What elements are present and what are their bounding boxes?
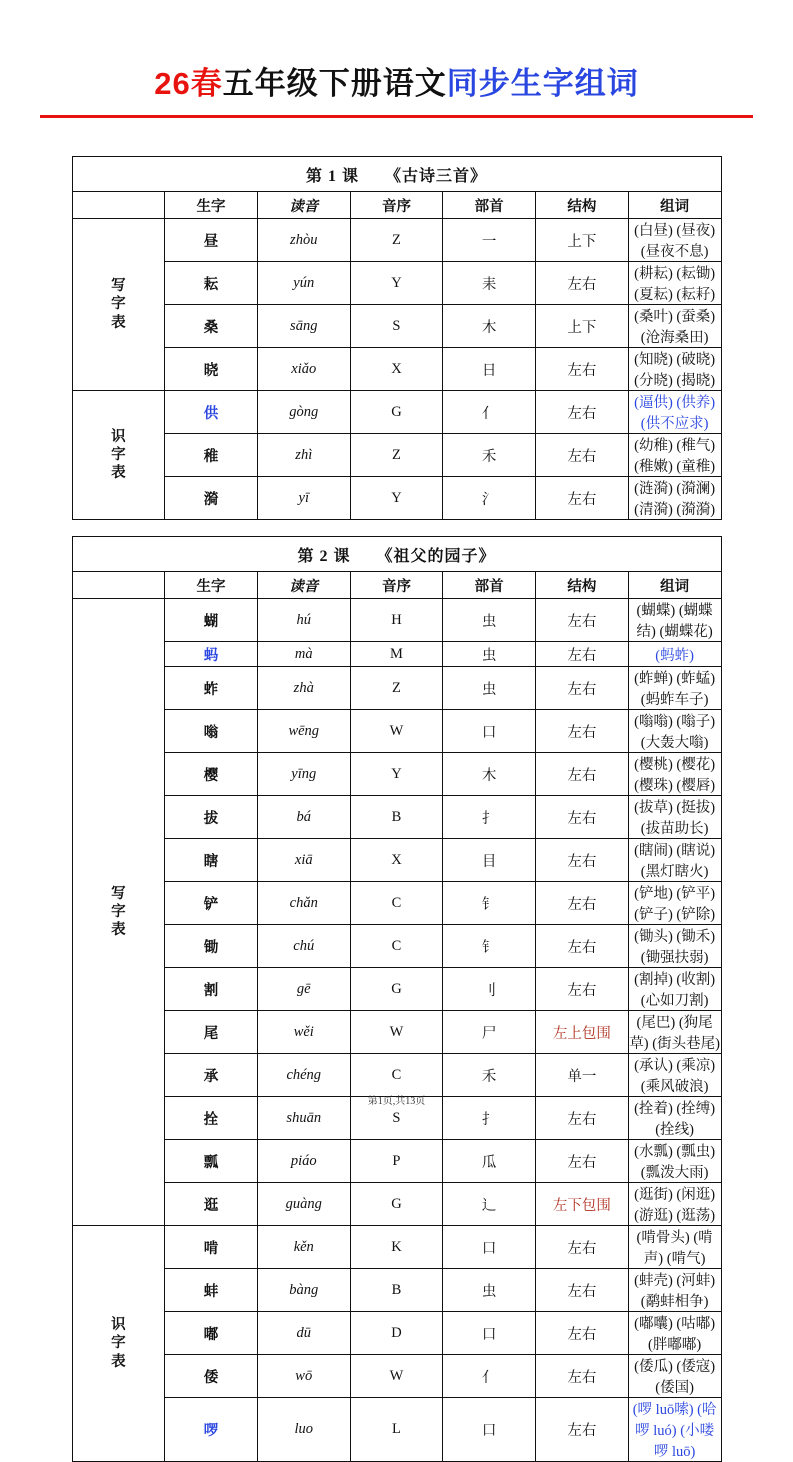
table-row (72, 262, 721, 305)
cell-words: (瞎闹) (瞎说) (黑灯瞎火) (628, 839, 721, 882)
cell-pinyin: bá (257, 796, 350, 839)
cell-pinyin: yún (257, 262, 350, 305)
table-row (72, 599, 721, 642)
cell-structure: 左右 (536, 348, 629, 391)
col-header-zu: 组词 (628, 192, 721, 219)
cell-structure: 左右 (536, 839, 629, 882)
col-header-xu: 音序 (350, 572, 443, 599)
cell-radical: 木 (443, 305, 536, 348)
cell-character: 瓢 (165, 1140, 258, 1183)
cell-pinyin: mà (257, 642, 350, 667)
page-footer: 第1页,共13页 (367, 1096, 426, 1107)
cell-initial: L (350, 1398, 443, 1462)
col-header-bu: 部首 (443, 192, 536, 219)
cell-words: (水瓢) (瓢虫) (瓢泼大雨) (628, 1140, 721, 1183)
side-label-xiezi: 写 字 表 (72, 599, 165, 1226)
cell-character: 嗡 (165, 710, 258, 753)
cell-pinyin: xiā (257, 839, 350, 882)
cell-initial: C (350, 925, 443, 968)
lesson-table (72, 156, 722, 520)
cell-structure: 左右 (536, 642, 629, 667)
cell-words: (锄头) (锄禾) (锄强扶弱) (628, 925, 721, 968)
cell-words: (嘟囔) (咕嘟) (胖嘟嘟) (628, 1312, 721, 1355)
side-label-spacer (72, 572, 165, 599)
cell-radical: 日 (443, 348, 536, 391)
cell-initial: S (350, 305, 443, 348)
cell-structure: 左右 (536, 1398, 629, 1462)
cell-radical: 氵 (443, 477, 536, 520)
cell-radical: 钅 (443, 882, 536, 925)
cell-words: (承认) (乘凉) (乘风破浪) (628, 1054, 721, 1097)
cell-structure: 左右 (536, 1097, 629, 1140)
cell-radical: 口 (443, 710, 536, 753)
table-row (72, 1183, 721, 1226)
cell-character: 铲 (165, 882, 258, 925)
cell-structure: 左右 (536, 882, 629, 925)
cell-words: (桑叶) (蚕桑) (沧海桑田) (628, 305, 721, 348)
cell-initial: X (350, 348, 443, 391)
cell-initial: C (350, 882, 443, 925)
cell-words: (啃骨头) (啃声) (啃气) (628, 1226, 721, 1269)
cell-initial: P (350, 1140, 443, 1183)
table-row (72, 1398, 721, 1462)
cell-character: 嘟 (165, 1312, 258, 1355)
cell-pinyin: gē (257, 968, 350, 1011)
cell-character: 晓 (165, 348, 258, 391)
table-row (72, 434, 721, 477)
table-row (72, 882, 721, 925)
cell-character: 樱 (165, 753, 258, 796)
cell-initial: G (350, 391, 443, 434)
cell-radical: 木 (443, 753, 536, 796)
cell-structure: 左右 (536, 1226, 629, 1269)
cell-pinyin: shuān (257, 1097, 350, 1140)
title-blue: 同步生字组词 (446, 66, 639, 101)
cell-pinyin: yī (257, 477, 350, 520)
cell-pinyin: hú (257, 599, 350, 642)
cell-initial: M (350, 642, 443, 667)
cell-pinyin: yīng (257, 753, 350, 796)
table-row (72, 1140, 721, 1183)
cell-initial: Y (350, 262, 443, 305)
cell-structure: 左右 (536, 1140, 629, 1183)
col-header-zu: 组词 (628, 572, 721, 599)
side-label-spacer (72, 192, 165, 219)
cell-initial: Y (350, 753, 443, 796)
cell-words: (蝴蝶) (蝴蝶结) (蝴蝶花) (628, 599, 721, 642)
cell-radical: 口 (443, 1226, 536, 1269)
cell-character: 耘 (165, 262, 258, 305)
table-row (72, 839, 721, 882)
cell-initial: B (350, 1269, 443, 1312)
cell-structure: 左右 (536, 434, 629, 477)
lesson-number: 第 2 课 (297, 547, 351, 565)
cell-radical: 一 (443, 219, 536, 262)
cell-words: (嗡嗡) (嗡子) (大轰大嗡) (628, 710, 721, 753)
table-row (72, 1312, 721, 1355)
cell-words: (蚌壳) (河蚌) (鹬蚌相争) (628, 1269, 721, 1312)
cell-structure: 上下 (536, 305, 629, 348)
table-row (72, 1226, 721, 1269)
cell-pinyin: dū (257, 1312, 350, 1355)
cell-character: 蚌 (165, 1269, 258, 1312)
table-row (72, 1355, 721, 1398)
cell-pinyin: chéng (257, 1054, 350, 1097)
cell-initial: Z (350, 219, 443, 262)
cell-pinyin: chú (257, 925, 350, 968)
table-row (72, 796, 721, 839)
cell-initial: S (350, 1097, 443, 1140)
cell-radical: 耒 (443, 262, 536, 305)
cell-character: 承 (165, 1054, 258, 1097)
cell-words: (逛街) (闲逛) (游逛) (逛荡) (628, 1183, 721, 1226)
cell-words: (割掉) (收割) (心如刀割) (628, 968, 721, 1011)
cell-initial: W (350, 1355, 443, 1398)
table-row (72, 1011, 721, 1054)
cell-character: 瞎 (165, 839, 258, 882)
cell-character: 蚂 (165, 642, 258, 667)
col-header-bu: 部首 (443, 572, 536, 599)
cell-pinyin: zhì (257, 434, 350, 477)
cell-character: 啃 (165, 1226, 258, 1269)
cell-pinyin: xiǎo (257, 348, 350, 391)
cell-words: (涟漪) (漪澜) (清漪) (漪漪) (628, 477, 721, 520)
cell-radical: 扌 (443, 796, 536, 839)
cell-radical: 虫 (443, 642, 536, 667)
lesson-name: 《祖父的园子》 (376, 547, 496, 565)
cell-pinyin: luo (257, 1398, 350, 1462)
col-header-zi: 生字 (165, 192, 258, 219)
cell-pinyin: wěi (257, 1011, 350, 1054)
table-row (72, 1054, 721, 1097)
cell-radical: 扌 (443, 1097, 536, 1140)
cell-radical: 亻 (443, 391, 536, 434)
cell-radical: 辶 (443, 1183, 536, 1226)
table-row (72, 305, 721, 348)
cell-words: (耕耘) (耘锄) (夏耘) (耘耔) (628, 262, 721, 305)
cell-radical: 虫 (443, 1269, 536, 1312)
lesson-name: 《古诗三首》 (385, 167, 488, 185)
col-header-zi: 生字 (165, 572, 258, 599)
side-label-shizi: 识 字 表 (72, 391, 165, 520)
cell-character: 蚱 (165, 667, 258, 710)
cell-character: 拴 (165, 1097, 258, 1140)
cell-words: (樱桃) (樱花) (樱珠) (樱唇) (628, 753, 721, 796)
cell-words: (尾巴) (狗尾草) (街头巷尾) (628, 1011, 721, 1054)
cell-pinyin: piáo (257, 1140, 350, 1183)
cell-radical: 虫 (443, 599, 536, 642)
table-row (72, 1269, 721, 1312)
cell-initial: D (350, 1312, 443, 1355)
cell-radical: 瓜 (443, 1140, 536, 1183)
cell-words: (逼供) (供养) (供不应求) (628, 391, 721, 434)
cell-structure: 左右 (536, 925, 629, 968)
cell-pinyin: chǎn (257, 882, 350, 925)
cell-pinyin: kěn (257, 1226, 350, 1269)
cell-initial: C (350, 1054, 443, 1097)
col-header-jie: 结构 (536, 192, 629, 219)
cell-initial: Z (350, 667, 443, 710)
cell-pinyin: wō (257, 1355, 350, 1398)
cell-words: (蚱蝉) (蚱蜢) (蚂蚱车子) (628, 667, 721, 710)
cell-pinyin: gòng (257, 391, 350, 434)
table-row (72, 391, 721, 434)
cell-structure: 左右 (536, 796, 629, 839)
table-row (72, 642, 721, 667)
cell-structure: 左右 (536, 477, 629, 520)
cell-initial: W (350, 710, 443, 753)
cell-character: 尾 (165, 1011, 258, 1054)
cell-character: 漪 (165, 477, 258, 520)
cell-character: 逛 (165, 1183, 258, 1226)
table-row (72, 753, 721, 796)
side-label-xiezi: 写 字 表 (72, 219, 165, 391)
cell-radical: 尸 (443, 1011, 536, 1054)
table-row (72, 968, 721, 1011)
title-black: 五年级下册语文 (222, 66, 447, 101)
cell-character: 桑 (165, 305, 258, 348)
cell-character: 割 (165, 968, 258, 1011)
cell-character: 倭 (165, 1355, 258, 1398)
cell-structure: 左右 (536, 1312, 629, 1355)
cell-radical: 目 (443, 839, 536, 882)
cell-radical: 刂 (443, 968, 536, 1011)
cell-structure: 左右 (536, 262, 629, 305)
cell-words: (拔草) (挺拔) (拔苗助长) (628, 796, 721, 839)
cell-words: (白昼) (昼夜) (昼夜不息) (628, 219, 721, 262)
cell-words: (知晓) (破晓) (分晓) (揭晓) (628, 348, 721, 391)
cell-character: 啰 (165, 1398, 258, 1462)
cell-initial: B (350, 796, 443, 839)
cell-character: 锄 (165, 925, 258, 968)
cell-words: (幼稚) (稚气) (稚嫩) (童稚) (628, 434, 721, 477)
cell-pinyin: bàng (257, 1269, 350, 1312)
cell-initial: Y (350, 477, 443, 520)
cell-character: 蝴 (165, 599, 258, 642)
cell-radical: 禾 (443, 434, 536, 477)
col-header-xu: 音序 (350, 192, 443, 219)
cell-character: 拔 (165, 796, 258, 839)
cell-structure: 左右 (536, 599, 629, 642)
title-divider (40, 115, 753, 118)
cell-initial: G (350, 1183, 443, 1226)
cell-pinyin: guàng (257, 1183, 350, 1226)
cell-initial: W (350, 1011, 443, 1054)
lessons-container (40, 156, 753, 1462)
table-row (72, 477, 721, 520)
table-row (72, 925, 721, 968)
cell-initial: H (350, 599, 443, 642)
cell-pinyin: sāng (257, 305, 350, 348)
cell-radical: 钅 (443, 925, 536, 968)
table-row (72, 219, 721, 262)
cell-structure: 左右 (536, 1355, 629, 1398)
lesson-table (72, 536, 722, 1462)
side-label-shizi: 识 字 表 (72, 1226, 165, 1462)
table-row (72, 710, 721, 753)
cell-structure: 左右 (536, 391, 629, 434)
cell-structure: 左右 (536, 667, 629, 710)
title-red: 26春 (154, 66, 223, 101)
cell-structure: 左下包围 (536, 1183, 629, 1226)
table-row (72, 667, 721, 710)
cell-initial: Z (350, 434, 443, 477)
cell-character: 供 (165, 391, 258, 434)
col-header-jie: 结构 (536, 572, 629, 599)
cell-words: (蚂蚱) (628, 642, 721, 667)
cell-character: 稚 (165, 434, 258, 477)
cell-structure: 左上包围 (536, 1011, 629, 1054)
cell-initial: X (350, 839, 443, 882)
cell-words: (倭瓜) (倭寇) (倭国) (628, 1355, 721, 1398)
cell-words: (拴着) (拴缚) (拴线) (628, 1097, 721, 1140)
table-row (72, 348, 721, 391)
cell-radical: 口 (443, 1398, 536, 1462)
cell-initial: G (350, 968, 443, 1011)
cell-structure: 左右 (536, 968, 629, 1011)
cell-pinyin: zhòu (257, 219, 350, 262)
col-header-yin: 读音 (257, 572, 350, 599)
cell-pinyin: wēng (257, 710, 350, 753)
cell-radical: 禾 (443, 1054, 536, 1097)
cell-radical: 口 (443, 1312, 536, 1355)
cell-character: 昼 (165, 219, 258, 262)
cell-words: (铲地) (铲平) (铲子) (铲除) (628, 882, 721, 925)
cell-structure: 左右 (536, 753, 629, 796)
cell-structure: 左右 (536, 1269, 629, 1312)
cell-structure: 上下 (536, 219, 629, 262)
page-title (40, 58, 753, 118)
cell-structure: 单一 (536, 1054, 629, 1097)
cell-radical: 亻 (443, 1355, 536, 1398)
cell-radical: 虫 (443, 667, 536, 710)
cell-structure: 左右 (536, 710, 629, 753)
cell-pinyin: zhà (257, 667, 350, 710)
lesson-number: 第 1 课 (305, 167, 359, 185)
col-header-yin: 读音 (257, 192, 350, 219)
cell-initial: K (350, 1226, 443, 1269)
lesson-header (72, 537, 721, 572)
cell-words: (啰 luō嗦) (哈啰 luó) (小喽啰 luō) (628, 1398, 721, 1462)
lesson-header (72, 157, 721, 192)
